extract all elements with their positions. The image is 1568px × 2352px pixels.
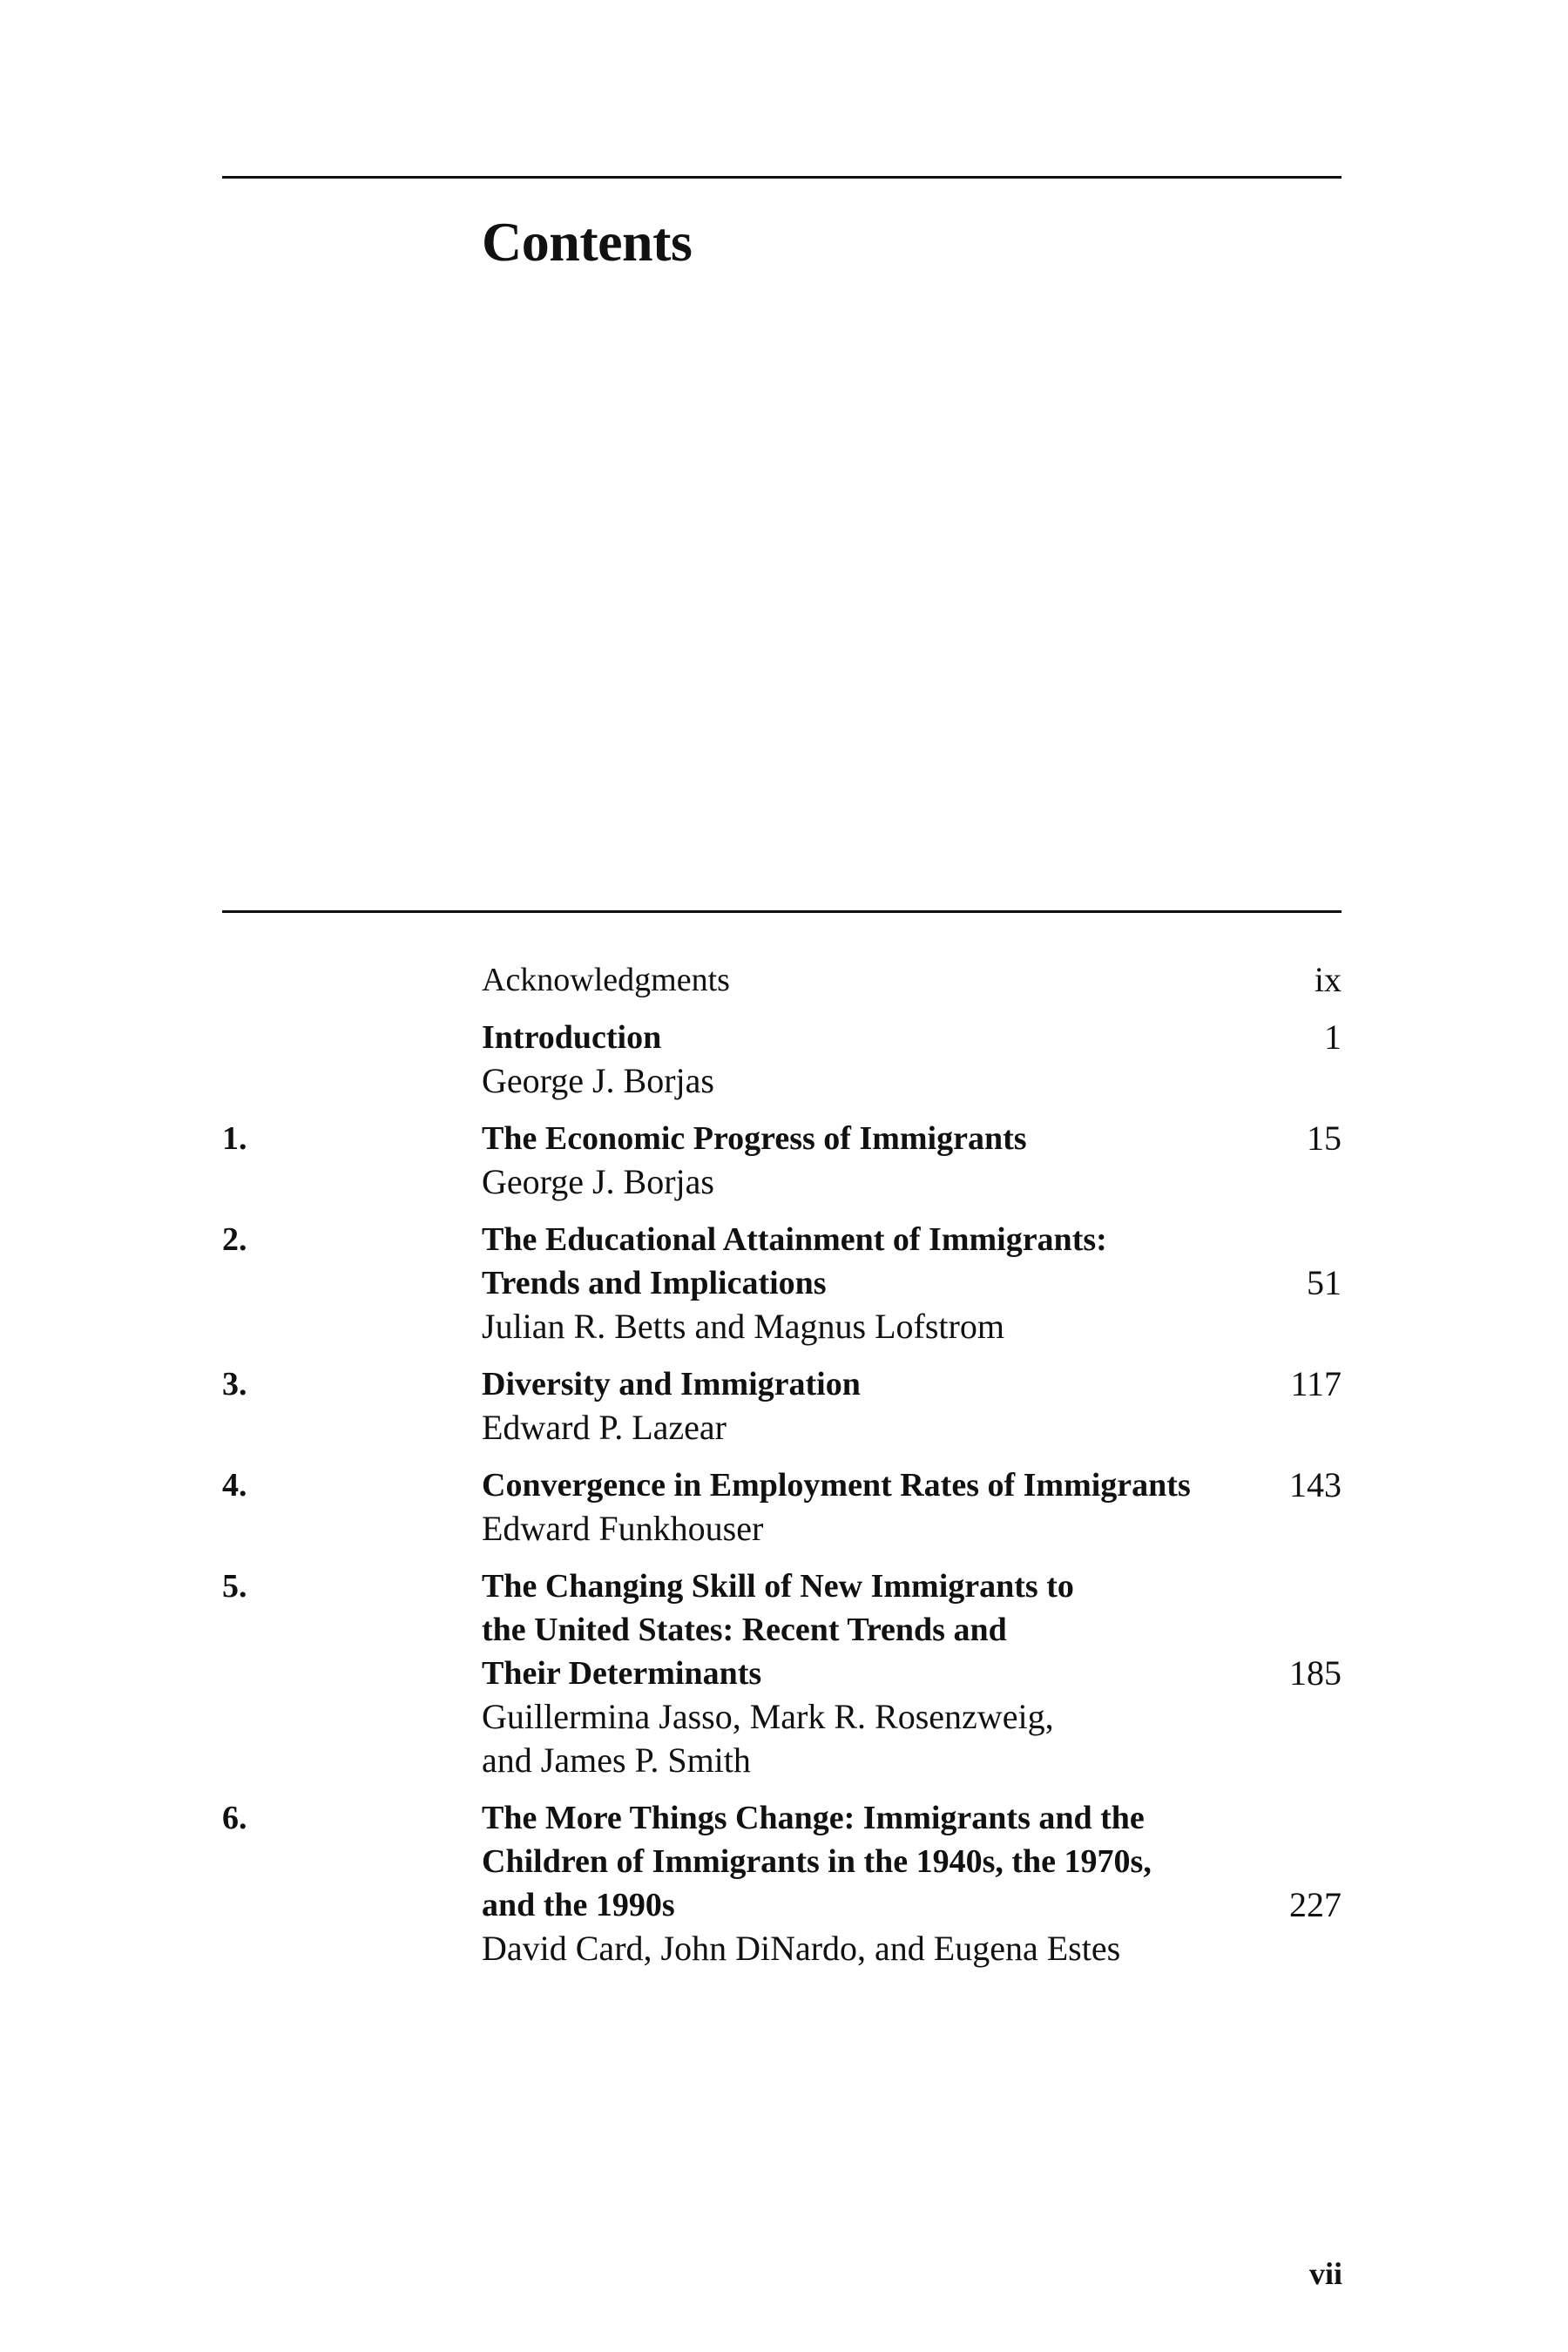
chapter-title-line: Children of Immigrants in the 1940s, the 1970s,: [482, 1843, 1152, 1880]
toc-entry[interactable]: [222, 1218, 1342, 1348]
chapter-title-line: Diversity and Immigration: [482, 1366, 861, 1402]
toc-entry[interactable]: [222, 1463, 1342, 1551]
chapter-author-line: Julian R. Betts and Magnus Lofstrom: [482, 1307, 1004, 1346]
toc-entry[interactable]: [222, 1016, 1342, 1103]
chapter-title-line: Convergence in Employment Rates of Immigrants: [482, 1467, 1191, 1504]
toc-entry-body: [482, 1016, 1240, 1103]
chapter-title-line: The More Things Change: Immigrants and the: [482, 1800, 1145, 1836]
page-title: Contents: [482, 211, 693, 273]
toc-entry-body: [482, 958, 1240, 1002]
toc-entry[interactable]: [222, 1565, 1342, 1782]
chapter-author-line: and James P. Smith: [482, 1740, 751, 1780]
table-of-contents: [222, 958, 1342, 1984]
chapter-title-line: Introduction: [482, 1019, 662, 1056]
toc-entry[interactable]: [222, 1117, 1342, 1204]
toc-entry-body: [482, 1117, 1240, 1204]
chapter-title-line: The Economic Progress of Immigrants: [482, 1120, 1027, 1157]
toc-entry-body: [482, 1362, 1240, 1450]
toc-entry-body: [482, 1796, 1240, 1970]
chapter-title-line: the United States: Recent Trends and: [482, 1612, 1007, 1648]
toc-entry-body: [482, 1463, 1240, 1551]
chapter-author-line: David Card, John DiNardo, and Eugena Estes: [482, 1929, 1121, 1968]
chapter-title-line: The Educational Attainment of Immigrants:: [482, 1221, 1107, 1258]
chapter-title-line: Acknowledgments: [482, 962, 730, 998]
chapter-author-line: Edward P. Lazear: [482, 1408, 727, 1447]
chapter-number: 1.: [222, 1120, 247, 1157]
chapter-number: 2.: [222, 1221, 247, 1258]
page-reference: 227: [1289, 1885, 1342, 1924]
chapter-number: 3.: [222, 1366, 247, 1402]
toc-entry[interactable]: [222, 1362, 1342, 1450]
chapter-number: 6.: [222, 1800, 247, 1836]
page-reference: 15: [1307, 1119, 1342, 1158]
chapter-author-line: George J. Borjas: [482, 1162, 714, 1201]
page-reference: 51: [1307, 1263, 1342, 1302]
page-number: vii: [1308, 2256, 1342, 2291]
toc-entry[interactable]: [222, 1796, 1342, 1970]
page-reference: ix: [1314, 960, 1342, 999]
chapter-number: 5.: [222, 1568, 247, 1605]
chapter-author-line: George J. Borjas: [482, 1061, 714, 1100]
toc-rule: [222, 910, 1342, 913]
chapter-title-line: Their Determinants: [482, 1655, 762, 1692]
page-reference: 1: [1324, 1017, 1342, 1057]
page-reference: 143: [1289, 1465, 1342, 1504]
chapter-author-line: Guillermina Jasso, Mark R. Rosenzweig,: [482, 1697, 1054, 1736]
page-reference: 185: [1289, 1653, 1342, 1693]
page-reference: 117: [1290, 1364, 1342, 1403]
chapter-title-line: Trends and Implications: [482, 1265, 827, 1301]
chapter-title-line: and the 1990s: [482, 1887, 675, 1923]
toc-entry[interactable]: [222, 958, 1342, 1002]
chapter-author-line: Edward Funkhouser: [482, 1509, 764, 1548]
chapter-title-line: The Changing Skill of New Immigrants to: [482, 1568, 1074, 1605]
toc-entry-body: [482, 1218, 1240, 1348]
chapter-number: 4.: [222, 1467, 247, 1504]
top-rule: [222, 176, 1342, 179]
toc-entry-body: [482, 1565, 1240, 1782]
